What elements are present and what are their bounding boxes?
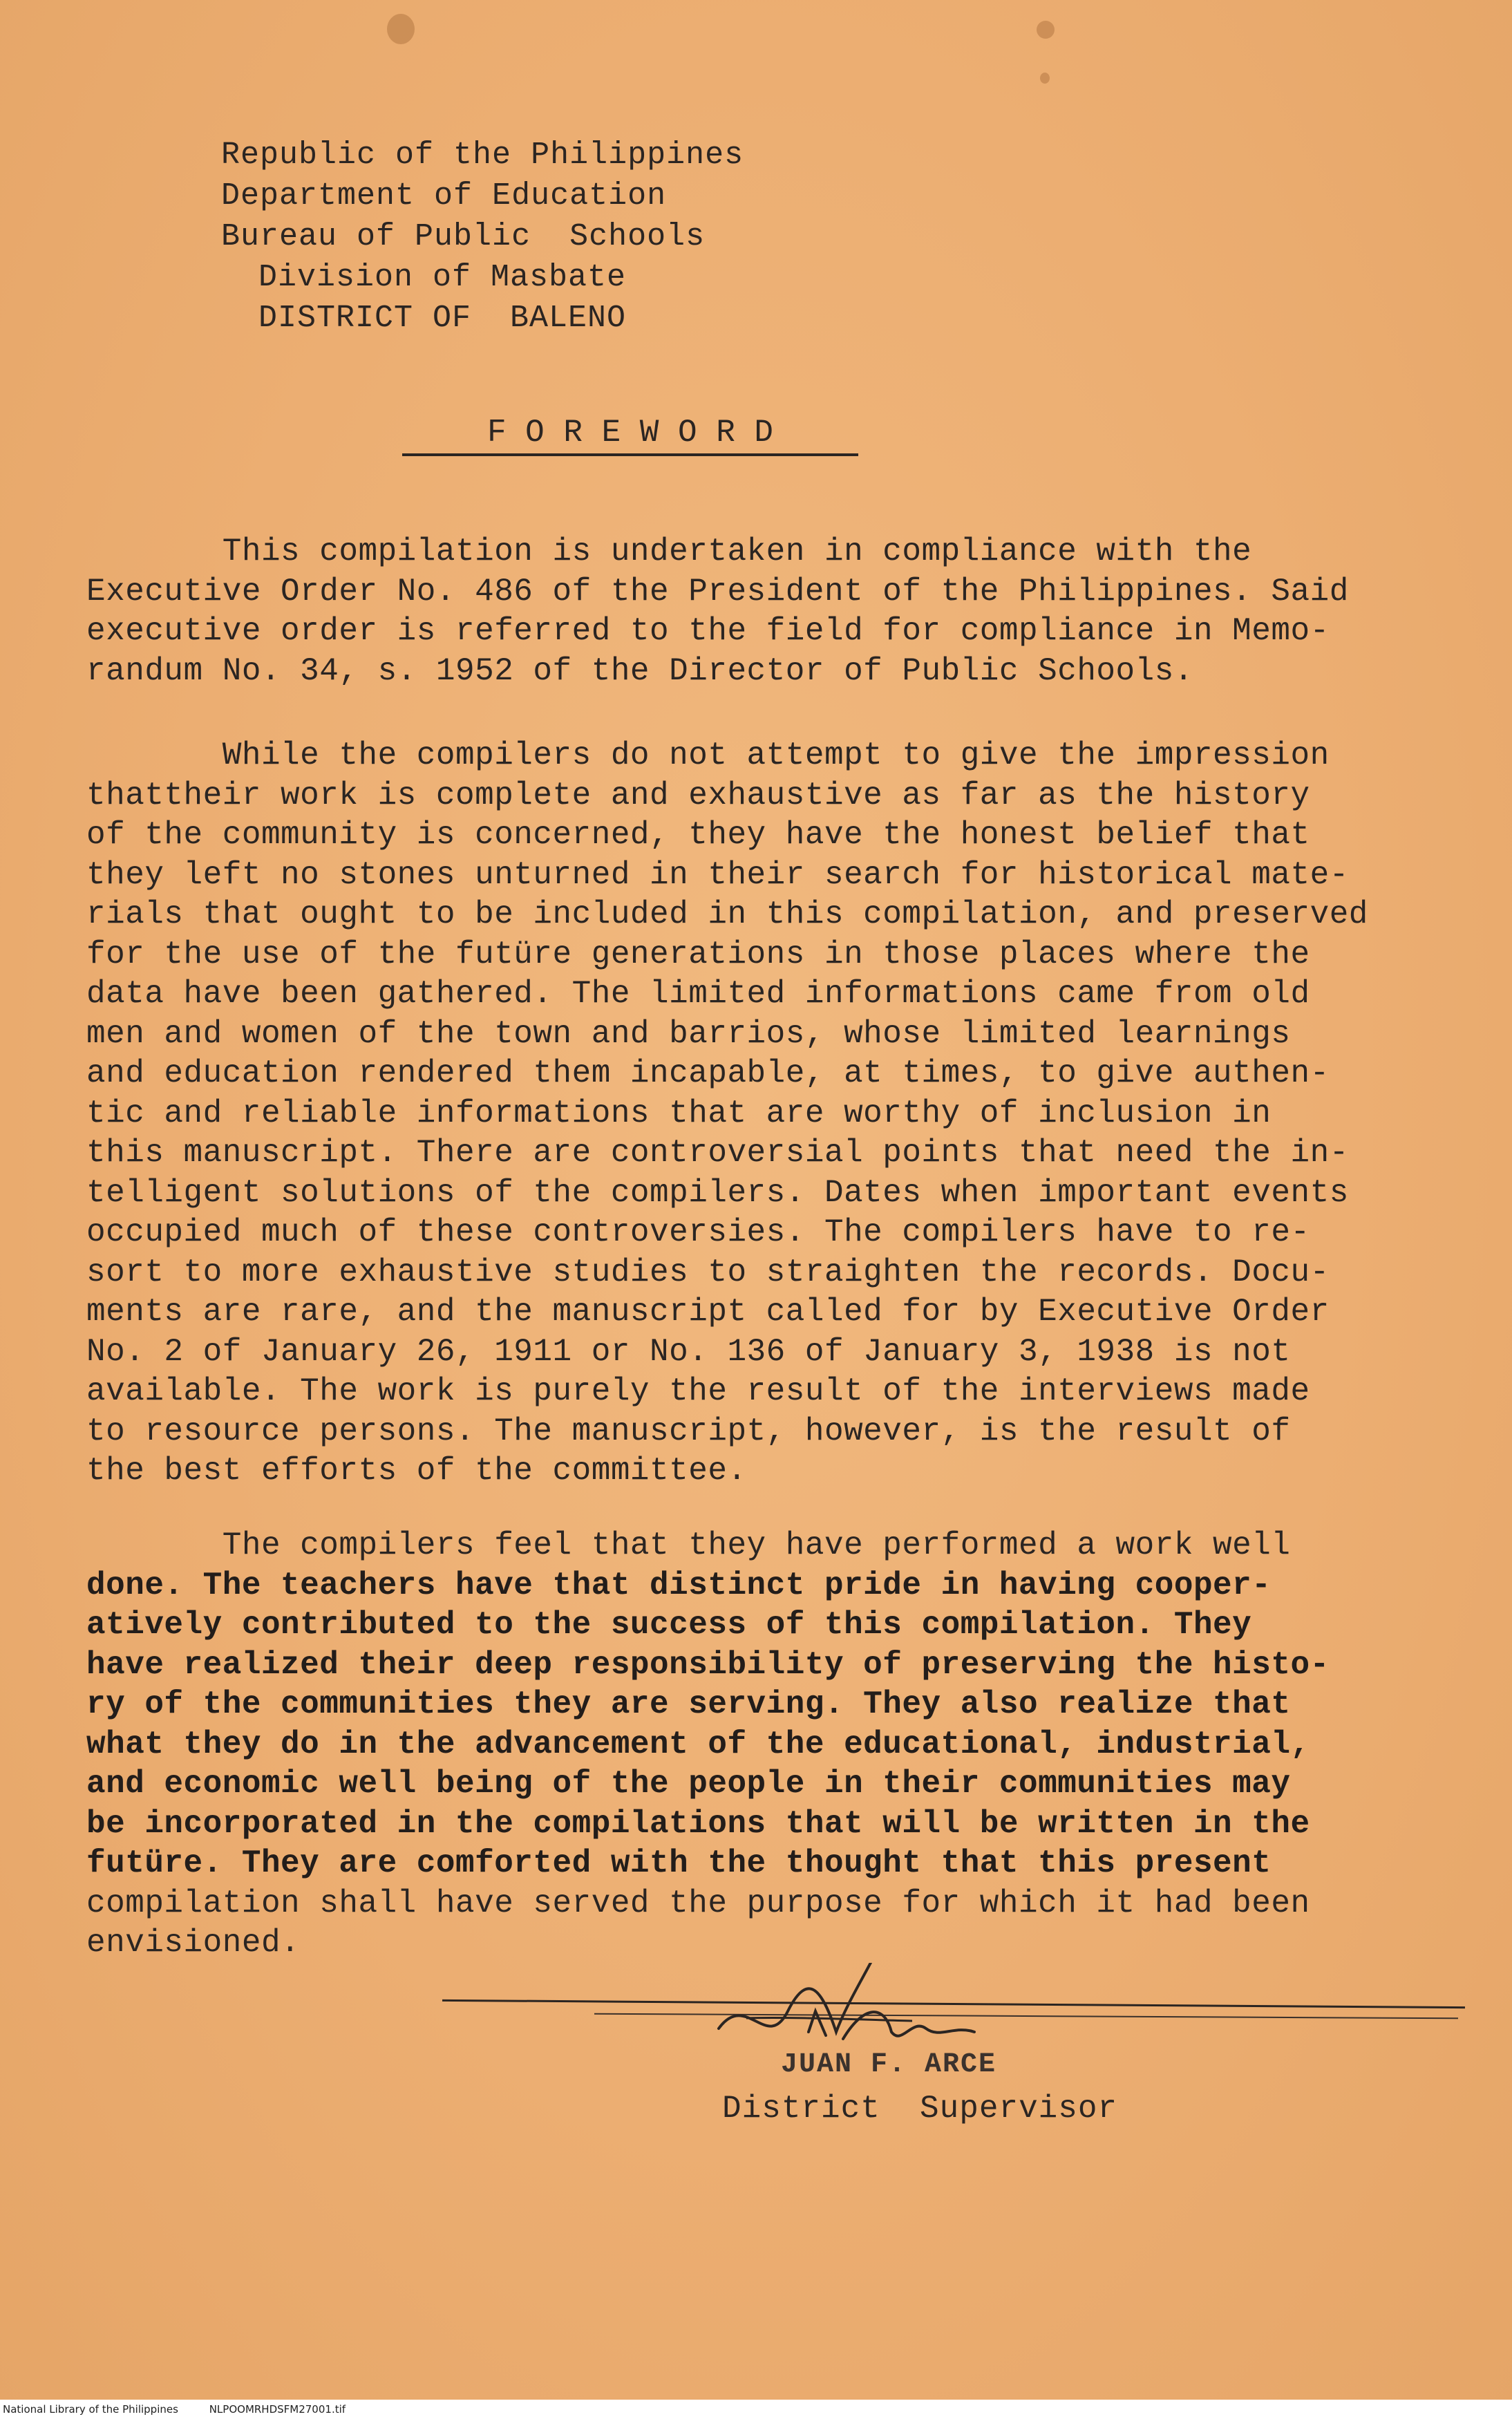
text-line: rials that ought to be included in this compilation, and preserved: [86, 896, 1368, 932]
signatory-title: District Supervisor: [722, 2091, 1118, 2127]
library-credit: National Library of the Philippines: [3, 2403, 178, 2416]
text-line: done. The teachers have that distinct pride in having cooper-: [86, 1567, 1272, 1603]
text-line: No. 2 of January 26, 1911 or No. 136 of January 3, 1938 is not: [86, 1333, 1291, 1370]
text-line: The compilers feel that they have performed a work well: [86, 1527, 1291, 1563]
text-line: Executive Order No. 486 of the President of the Philippines. Said: [86, 573, 1349, 610]
letterhead: [221, 135, 744, 339]
text-line: data have been gathered. The limited informations came from old: [86, 976, 1310, 1012]
text-line: envisioned.: [86, 1925, 301, 1961]
text-line: for the use of the futüre generations in those places where the: [86, 936, 1310, 972]
text-line: and education rendered them incapable, at times, to give authen-: [86, 1055, 1330, 1091]
paragraph-2: [86, 736, 1441, 1491]
text-line: ry of the communities they are serving. They also realize that: [86, 1686, 1291, 1722]
signatory-name: JUAN F. ARCE: [781, 2049, 997, 2080]
text-line: atively contributed to the success of this compilation. They: [86, 1607, 1252, 1643]
paper-stain: [1037, 21, 1055, 39]
text-line: to resource persons. The manuscript, however, is the result of: [86, 1413, 1291, 1449]
paper-stain: [1040, 73, 1050, 84]
text-line: compilation shall have served the purpose for which it had been: [86, 1885, 1310, 1921]
paragraph-3: [86, 1526, 1441, 1964]
letterhead-line: DISTRICT OF BALENO: [258, 301, 627, 336]
text-line: executive order is referred to the field for compliance in Memo-: [86, 613, 1330, 649]
signature-block: [442, 1963, 1465, 2143]
letterhead-line: Bureau of Public Schools: [221, 219, 706, 254]
text-line: the best efforts of the committee.: [86, 1453, 747, 1489]
text-line: they left no stones unturned in their search for historical mate-: [86, 856, 1349, 893]
text-line: ments are rare, and the manuscript called for by Executive Order: [86, 1294, 1330, 1330]
text-line: While the compilers do not attempt to give the impression: [86, 737, 1330, 773]
text-line: available. The work is purely the result of the interviews made: [86, 1373, 1310, 1409]
text-line: this manuscript. There are controversial points that need the in-: [86, 1135, 1349, 1171]
letterhead-line: Republic of the Philippines: [221, 138, 744, 173]
text-line: men and women of the town and barrios, whose limited learnings: [86, 1015, 1291, 1052]
text-line: what they do in the advancement of the educational, industrial,: [86, 1726, 1310, 1762]
text-line: be incorporated in the compilations that will be written in the: [86, 1805, 1310, 1842]
text-line: thattheir work is complete and exhaustive as far as the history: [86, 777, 1310, 813]
paragraph-1: [86, 532, 1441, 691]
page-title: F O R E W O R D: [402, 415, 858, 456]
file-name: NLPOOMRHDSFM27001.tif: [209, 2403, 346, 2416]
text-line: tic and reliable informations that are worthy of inclusion in: [86, 1095, 1272, 1131]
archive-footer: [0, 2400, 1512, 2419]
text-line: futüre. They are comforted with the thought that this present: [86, 1845, 1272, 1881]
text-line: have realized their deep responsibility of preserving the histo-: [86, 1646, 1330, 1683]
letterhead-line: Department of Education: [221, 178, 667, 214]
paper-stain: [387, 14, 415, 44]
text-line: of the community is concerned, they have the honest belief that: [86, 817, 1310, 853]
text-line: telligent solutions of the compilers. Dates when important events: [86, 1174, 1349, 1211]
text-line: This compilation is undertaken in compliance with the: [86, 534, 1252, 570]
text-line: occupied much of these controversies. The compilers have to re-: [86, 1214, 1310, 1250]
text-line: and economic well being of the people in their communities may: [86, 1766, 1291, 1802]
text-line: randum No. 34, s. 1952 of the Director of Public Schools.: [86, 652, 1193, 689]
text-line: sort to more exhaustive studies to straighten the records. Docu-: [86, 1254, 1330, 1290]
letterhead-line: Division of Masbate: [258, 260, 627, 295]
